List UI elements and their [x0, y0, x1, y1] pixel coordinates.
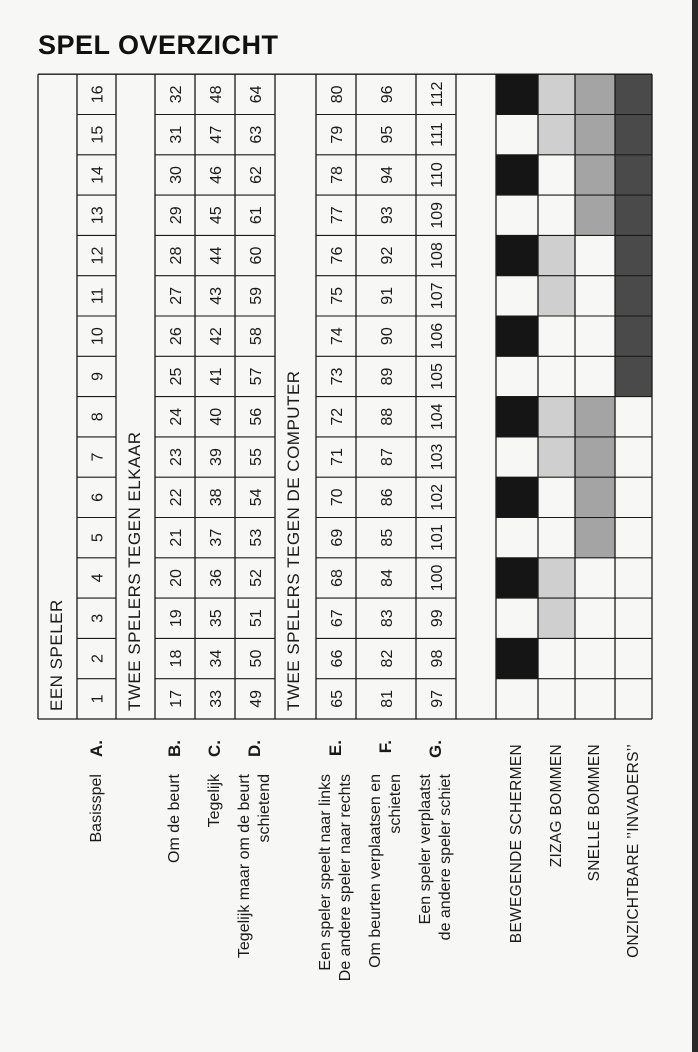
cell-number: 90 [379, 327, 396, 346]
row-label-line: Een speler speelt naar links [317, 774, 334, 971]
option-cell-filled [615, 195, 652, 235]
row-label [235, 774, 275, 958]
cell-number: 25 [168, 367, 185, 386]
cell-number: 47 [208, 125, 225, 144]
row-letter: F. [376, 740, 395, 754]
cell-number: 26 [168, 327, 185, 346]
option-cell-filled [615, 155, 652, 195]
option-cell-filled [538, 74, 575, 114]
option-cell-filled [615, 235, 652, 275]
cell-number: 81 [379, 689, 396, 708]
row-letter: B. [165, 740, 184, 757]
row-label-line: Om beurten verplaatsen en [367, 774, 384, 968]
cell-number: 9 [89, 371, 107, 381]
row-letter: D. [245, 740, 264, 757]
cell-number: 62 [248, 166, 265, 184]
section-header-one-player: EEN SPELER [47, 599, 66, 711]
cell-number: 71 [329, 448, 346, 466]
cell-number: 1 [89, 694, 107, 704]
cell-number: 100 [429, 564, 446, 592]
cell-number: 40 [208, 407, 225, 426]
row-label-line: schieten [387, 774, 404, 834]
cell-number: 14 [89, 166, 107, 184]
row-label [195, 774, 235, 827]
cell-number: 49 [248, 689, 265, 708]
cell-number: 85 [379, 528, 396, 547]
cell-number: 22 [168, 488, 185, 507]
cell-number: 50 [248, 649, 265, 668]
cell-number: 41 [208, 367, 225, 386]
cell-number: 18 [168, 649, 185, 668]
cell-number: 27 [168, 286, 185, 305]
option-cell-filled [575, 437, 615, 477]
row-header [235, 734, 275, 1052]
section-header-two-vs-computer: TWEE SPELERS TEGEN DE COMPUTER [284, 370, 303, 711]
cell-number: 10 [89, 327, 107, 346]
row-label-line: schietend [256, 774, 273, 843]
cell-number: 44 [208, 246, 225, 265]
cell-number: 57 [248, 367, 265, 386]
option-cell-filled [575, 115, 615, 155]
row-label-line: Om de beurt [166, 774, 183, 863]
cell-number: 94 [379, 166, 396, 184]
cell-number: 29 [168, 206, 185, 225]
row-label-line: De andere speler naar rechts [337, 774, 354, 982]
cell-number: 98 [429, 649, 446, 668]
cell-number: 66 [329, 649, 346, 668]
row-label [356, 774, 416, 968]
row-header [195, 734, 235, 1052]
cell-number: 73 [329, 367, 346, 386]
cell-number: 30 [168, 166, 185, 184]
cell-number: 99 [429, 609, 446, 628]
row-header [316, 734, 356, 1052]
option-cell-filled [615, 115, 652, 155]
cell-number: 89 [379, 367, 396, 386]
row-letter: C. [205, 740, 224, 757]
cell-number: 43 [208, 286, 225, 305]
cell-number: 82 [379, 649, 396, 668]
cell-number: 5 [89, 533, 107, 543]
option-cell-filled [496, 235, 538, 275]
cell-number: 97 [429, 689, 446, 708]
row-label-line: de andere speler schiet [437, 774, 454, 941]
option-cell-filled [538, 598, 575, 638]
row-label-line: Een speler verplaatst [417, 774, 434, 925]
cell-number: 8 [89, 412, 107, 422]
cell-number: 19 [168, 609, 185, 628]
cell-number: 23 [168, 448, 185, 466]
cell-number: 42 [208, 327, 225, 346]
option-cell-filled [496, 638, 538, 678]
cell-number: 102 [429, 483, 446, 511]
section-header-two-players: TWEE SPELERS TEGEN ELKAAR [125, 431, 144, 711]
cell-number: 55 [248, 448, 265, 466]
option-label: ONZICHTBARE ’’INVADERS’’ [624, 744, 642, 958]
cell-number: 79 [329, 125, 346, 144]
cell-number: 46 [208, 166, 225, 184]
cell-number: 52 [248, 569, 265, 587]
cell-number: 63 [248, 125, 265, 144]
row-letter: G. [426, 740, 445, 758]
cell-number: 33 [208, 689, 225, 708]
cell-number: 28 [168, 246, 185, 265]
option-cell-filled [496, 316, 538, 356]
cell-number: 107 [429, 282, 446, 310]
cell-number: 68 [329, 569, 346, 587]
option-cell-filled [615, 356, 652, 396]
option-cell-filled [538, 235, 575, 275]
cell-number: 76 [329, 246, 346, 265]
cell-number: 60 [248, 246, 265, 265]
cell-number: 31 [168, 125, 185, 144]
row-label-line: Tegelijk maar om de beurt [236, 774, 253, 959]
option-cell-filled [538, 397, 575, 437]
option-cell-filled [615, 276, 652, 316]
option-cell-filled [575, 155, 615, 195]
cell-number: 39 [208, 448, 225, 466]
cell-number: 86 [379, 488, 396, 507]
cell-number: 72 [329, 407, 346, 426]
cell-number: 3 [89, 613, 107, 623]
cell-number: 93 [379, 206, 396, 225]
option-label: BEWEGENDE SCHERMEN [508, 744, 525, 944]
cell-number: 48 [208, 85, 225, 104]
row-label [155, 774, 195, 863]
cell-number: 37 [208, 528, 225, 547]
cell-number: 34 [208, 649, 225, 668]
cell-number: 80 [329, 85, 346, 104]
option-cell-filled [496, 74, 538, 114]
option-label: SNELLE BOMMEN [586, 744, 603, 882]
cell-number: 16 [89, 85, 107, 104]
option-cell-filled [496, 155, 538, 195]
option-cell-filled [615, 316, 652, 356]
cell-number: 87 [379, 448, 396, 466]
cell-number: 20 [168, 569, 185, 587]
cell-number: 91 [379, 286, 396, 305]
cell-number: 96 [379, 85, 396, 104]
page-title: SPEL OVERZICHT [38, 30, 279, 60]
cell-number: 36 [208, 569, 225, 587]
option-cell-filled [538, 558, 575, 598]
row-label [316, 774, 356, 981]
cell-number: 17 [168, 689, 185, 708]
cell-number: 109 [429, 201, 446, 229]
cell-number: 103 [429, 443, 446, 471]
row-header [77, 734, 116, 1052]
cell-number: 67 [329, 609, 346, 628]
cell-number: 105 [429, 363, 446, 390]
cell-number: 53 [248, 528, 265, 547]
cell-number: 74 [329, 327, 346, 346]
cell-number: 12 [89, 246, 107, 265]
row-header [356, 734, 416, 1052]
cell-number: 101 [429, 524, 446, 552]
option-cell-filled [538, 437, 575, 477]
cell-number: 95 [379, 125, 396, 144]
cell-number: 108 [429, 242, 446, 269]
cell-number: 35 [208, 609, 225, 628]
cell-number: 88 [379, 407, 396, 426]
option-label: ZIZAG BOMMEN [547, 744, 565, 868]
cell-number: 69 [329, 528, 346, 547]
option-cell-filled [575, 518, 615, 558]
option-cell-filled [538, 276, 575, 316]
option-cell-filled [496, 558, 538, 598]
row-label-line: Tegelijk [206, 774, 223, 828]
cell-number: 112 [429, 81, 446, 108]
row-label-line: Basisspel [87, 774, 105, 843]
option-cell-filled [575, 74, 615, 114]
cell-number: 38 [208, 488, 225, 507]
cell-number: 58 [248, 327, 265, 346]
cell-number: 106 [429, 322, 446, 350]
cell-number: 77 [329, 206, 346, 225]
option-cell-filled [575, 397, 615, 437]
row-header [416, 734, 456, 1052]
cell-number: 75 [329, 286, 346, 305]
row-letter: E. [326, 740, 345, 757]
cell-number: 6 [89, 492, 107, 502]
cell-number: 54 [248, 488, 265, 507]
cell-number: 110 [429, 162, 446, 188]
cell-number: 59 [248, 286, 265, 305]
option-cell-filled [575, 477, 615, 517]
cell-number: 92 [379, 246, 396, 265]
row-label [416, 774, 456, 940]
cell-number: 4 [89, 573, 107, 583]
cell-number: 51 [248, 609, 265, 628]
option-cell-filled [496, 397, 538, 437]
cell-number: 15 [89, 125, 107, 144]
cell-number: 2 [89, 654, 107, 664]
cell-number: 111 [429, 122, 446, 147]
cell-number: 64 [248, 85, 265, 104]
cell-number: 56 [248, 407, 265, 426]
cell-number: 61 [248, 206, 265, 225]
cell-number: 104 [429, 403, 446, 431]
cell-number: 84 [379, 569, 396, 587]
option-cell-filled [615, 74, 652, 114]
row-header [155, 734, 195, 1052]
cell-number: 11 [89, 287, 107, 305]
cell-number: 83 [379, 609, 396, 628]
cell-number: 7 [89, 452, 107, 462]
cell-number: 13 [89, 206, 107, 225]
cell-number: 70 [329, 488, 346, 507]
option-cell-filled [575, 195, 615, 235]
option-cell-filled [496, 477, 538, 517]
option-cell-filled [538, 115, 575, 155]
row-letter: A. [86, 740, 106, 757]
cell-number: 24 [168, 407, 185, 426]
cell-number: 65 [329, 689, 346, 708]
cell-number: 21 [168, 528, 185, 547]
cell-number: 32 [168, 85, 185, 104]
row-label [77, 774, 116, 842]
cell-number: 45 [208, 206, 225, 225]
cell-number: 78 [329, 166, 346, 184]
